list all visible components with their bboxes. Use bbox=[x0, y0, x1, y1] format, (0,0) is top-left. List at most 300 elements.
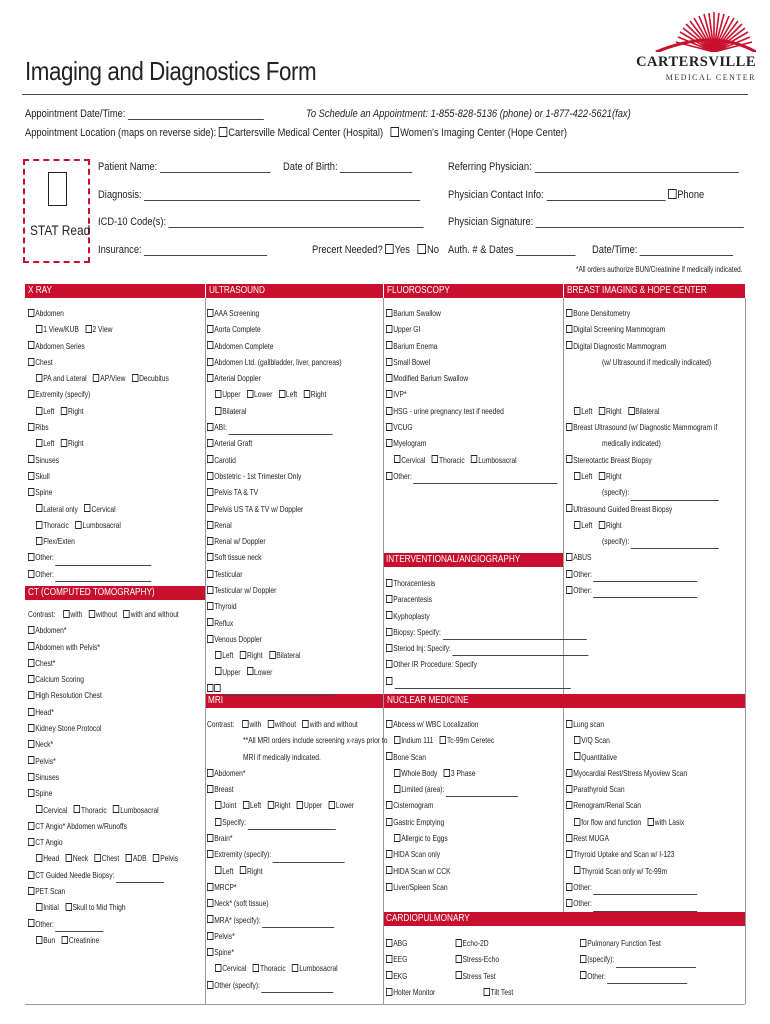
testicular-checkbox[interactable] bbox=[207, 570, 213, 578]
abi-label: ABI: bbox=[214, 422, 227, 433]
ekg-checkbox[interactable] bbox=[386, 971, 392, 979]
with-and-without-checkbox[interactable] bbox=[303, 720, 309, 728]
interv-row bbox=[386, 673, 770, 689]
vcug-checkbox[interactable] bbox=[386, 423, 392, 431]
pelvis-us-ta-tv-w-doppler-label: Pelvis US TA & TV w/ Doppler bbox=[214, 503, 304, 514]
limited-area-checkbox[interactable] bbox=[394, 785, 400, 793]
digital-diagnostic-mammogram-checkbox[interactable] bbox=[566, 341, 572, 349]
icd-codes: ICD-10 Code(s): bbox=[98, 216, 424, 228]
arterial-graft-label: Arterial Graft bbox=[214, 438, 253, 449]
abcess-w-wbc-localization-checkbox[interactable] bbox=[386, 720, 392, 728]
right-label: Right bbox=[310, 389, 327, 400]
neck-checkbox[interactable] bbox=[66, 854, 72, 862]
abdomen-checkbox[interactable] bbox=[28, 309, 34, 317]
mrcp-checkbox[interactable] bbox=[207, 883, 213, 891]
write-in-field[interactable] bbox=[55, 572, 151, 582]
calcium-scoring-label: Calcium Scoring bbox=[35, 674, 84, 685]
left-label: Left bbox=[43, 405, 55, 416]
right-checkbox[interactable] bbox=[61, 407, 67, 415]
write-in-field[interactable] bbox=[413, 474, 557, 484]
left-checkbox[interactable] bbox=[574, 521, 580, 529]
venous-doppler-checkbox[interactable] bbox=[207, 635, 213, 643]
3-phase-checkbox[interactable] bbox=[444, 769, 450, 777]
thoracentesis-checkbox[interactable] bbox=[386, 579, 392, 587]
chest-checkbox[interactable] bbox=[95, 854, 101, 862]
flex-exten-checkbox[interactable] bbox=[36, 537, 42, 545]
cervical-checkbox[interactable] bbox=[84, 504, 90, 512]
with-label: with bbox=[249, 719, 262, 729]
kyphoplasty-label: Kyphoplasty bbox=[393, 610, 430, 621]
date-of-birth-field[interactable] bbox=[340, 161, 412, 173]
creatinine-checkbox[interactable] bbox=[62, 936, 68, 944]
rest-muga-checkbox[interactable] bbox=[566, 834, 572, 842]
write-in-field[interactable] bbox=[273, 853, 345, 863]
aaa-screening-checkbox[interactable] bbox=[207, 309, 213, 317]
liver-spleen-scan-checkbox[interactable] bbox=[386, 883, 392, 891]
breast-row bbox=[566, 354, 770, 370]
ct-list bbox=[28, 606, 217, 948]
icd-codes-field[interactable] bbox=[169, 216, 424, 228]
extremity-specify-checkbox[interactable] bbox=[207, 850, 213, 858]
write-in-field[interactable] bbox=[593, 885, 697, 895]
precert-yes-checkbox[interactable] bbox=[385, 244, 394, 254]
arterial-graft-checkbox[interactable] bbox=[207, 439, 213, 447]
thoracic-checkbox[interactable] bbox=[74, 805, 80, 813]
lumbosacral-label: Lumbosacral bbox=[299, 963, 338, 974]
abg-label: ABG bbox=[393, 938, 408, 948]
other-specify-label: Other (specify): bbox=[214, 979, 260, 990]
sinuses-checkbox[interactable] bbox=[28, 455, 34, 463]
all-mri-orders-include-screening-x-rays-prior-to-label: **All MRI orders include screening x-rays prior to bbox=[243, 735, 388, 746]
head-label: Head* bbox=[35, 706, 54, 717]
abdomen-checkbox[interactable] bbox=[28, 626, 34, 634]
soft-tissue-neck-checkbox[interactable] bbox=[207, 553, 213, 561]
without-checkbox[interactable] bbox=[268, 720, 274, 728]
write-in-field[interactable] bbox=[607, 974, 687, 984]
blank-checkbox[interactable] bbox=[207, 684, 213, 692]
medically-indicated-label: medically indicated) bbox=[602, 438, 661, 449]
stereotactic-breast-biopsy-checkbox[interactable] bbox=[566, 455, 572, 463]
write-in-field[interactable] bbox=[228, 425, 332, 435]
bone-densitometry-checkbox[interactable] bbox=[566, 309, 572, 317]
header-fluoroscopy: FLUOROSCOPY bbox=[383, 284, 563, 298]
diagnosis-field[interactable] bbox=[144, 189, 420, 201]
tc-99m-ceretec-checkbox[interactable] bbox=[440, 736, 446, 744]
other-checkbox[interactable] bbox=[566, 570, 572, 578]
stat-read-checkbox[interactable] bbox=[48, 172, 67, 206]
ct-angio-label: CT Angio bbox=[35, 837, 63, 848]
for-flow-and-function-label: for flow and function bbox=[581, 816, 642, 827]
breast-row bbox=[566, 305, 770, 321]
v-q-scan-checkbox[interactable] bbox=[574, 736, 580, 744]
parathyroid-scan-checkbox[interactable] bbox=[566, 785, 572, 793]
with-checkbox[interactable] bbox=[63, 610, 69, 618]
bun-checkbox[interactable] bbox=[36, 936, 42, 944]
ap-view-checkbox[interactable] bbox=[93, 374, 99, 382]
physician-signature-field[interactable] bbox=[536, 216, 744, 228]
lateral-only-checkbox[interactable] bbox=[36, 504, 42, 512]
abdomen-ltd-gallbladder-liver-pancreas-label: Abdomen Ltd. (gallbladder, liver, pancreas) bbox=[214, 356, 342, 367]
gastric-emptying-label: Gastric Emptying bbox=[393, 816, 445, 827]
write-in-field[interactable] bbox=[55, 556, 151, 566]
small-bowel-checkbox[interactable] bbox=[386, 358, 392, 366]
liver-spleen-scan-label: Liver/Spleen Scan bbox=[393, 881, 448, 892]
indium-111-checkbox[interactable] bbox=[394, 736, 400, 744]
other-label: Other: bbox=[393, 470, 412, 481]
right-checkbox[interactable] bbox=[240, 866, 246, 874]
whole-body-checkbox[interactable] bbox=[394, 769, 400, 777]
left-checkbox[interactable] bbox=[215, 866, 221, 874]
write-in-field[interactable] bbox=[593, 572, 697, 582]
neck-soft-tissue-checkbox[interactable] bbox=[207, 899, 213, 907]
left-label: Left bbox=[581, 470, 593, 481]
with-checkbox[interactable] bbox=[242, 720, 248, 728]
right-label: Right bbox=[274, 800, 291, 811]
paracentesis-checkbox[interactable] bbox=[386, 595, 392, 603]
creatinine-label: Creatinine bbox=[68, 934, 100, 945]
testicular-w-doppler-checkbox[interactable] bbox=[207, 586, 213, 594]
pelvis-checkbox[interactable] bbox=[207, 932, 213, 940]
stat-read-label: STAT Read bbox=[30, 222, 91, 238]
specify-label: (specify): bbox=[602, 536, 630, 547]
pelvis-us-ta-tv-w-doppler-checkbox[interactable] bbox=[207, 504, 213, 512]
joint-label: Joint bbox=[222, 800, 237, 811]
right-checkbox[interactable] bbox=[240, 651, 246, 659]
obstetric-1st-trimester-only-checkbox[interactable] bbox=[207, 472, 213, 480]
abdomen-with-pelvis-label: Abdomen with Pelvis* bbox=[35, 641, 101, 652]
skull-checkbox[interactable] bbox=[28, 472, 34, 480]
echo-2d-label: Echo-2D bbox=[462, 938, 489, 948]
with-and-without-label: with and without bbox=[309, 719, 358, 729]
extremity-specify-label: Extremity (specify) bbox=[35, 389, 91, 400]
spine-label: Spine bbox=[35, 487, 53, 498]
upper-checkbox[interactable] bbox=[215, 390, 221, 398]
appointment-datetime-field[interactable] bbox=[128, 108, 264, 120]
write-in-field[interactable] bbox=[116, 873, 164, 883]
modified-barium-swallow-label: Modified Barium Swallow bbox=[393, 373, 469, 384]
lower-checkbox[interactable] bbox=[247, 390, 253, 398]
tilt-test-checkbox[interactable] bbox=[483, 988, 489, 996]
lateral-only-label: Lateral only bbox=[43, 503, 78, 514]
for-flow-and-function-checkbox[interactable] bbox=[574, 818, 580, 826]
echo-2d-checkbox[interactable] bbox=[455, 939, 461, 947]
abdomen-with-pelvis-checkbox[interactable] bbox=[28, 642, 34, 650]
cervical-checkbox[interactable] bbox=[36, 805, 42, 813]
write-in-field[interactable] bbox=[223, 686, 335, 696]
thoracic-checkbox[interactable] bbox=[253, 964, 259, 972]
abus-checkbox[interactable] bbox=[566, 553, 572, 561]
left-checkbox[interactable] bbox=[574, 407, 580, 415]
right-label: Right bbox=[67, 438, 84, 449]
blank-checkbox[interactable] bbox=[214, 684, 220, 692]
datetime-field[interactable] bbox=[640, 244, 734, 256]
aorta-complete-checkbox[interactable] bbox=[207, 325, 213, 333]
abi-checkbox[interactable] bbox=[207, 423, 213, 431]
right-checkbox[interactable] bbox=[303, 390, 309, 398]
other-checkbox[interactable] bbox=[566, 586, 572, 594]
auth-dates-field[interactable] bbox=[516, 244, 576, 256]
reflux-checkbox[interactable] bbox=[207, 618, 213, 626]
hsg-urine-pregnancy-test-if-needed-checkbox[interactable] bbox=[386, 407, 392, 415]
specify-checkbox[interactable] bbox=[580, 955, 586, 963]
holter-monitor-checkbox[interactable] bbox=[386, 988, 392, 996]
thyroid-scan-only-w-tc-99m-checkbox[interactable] bbox=[574, 866, 580, 874]
right-checkbox[interactable] bbox=[61, 439, 67, 447]
sinuses-checkbox[interactable] bbox=[28, 773, 34, 781]
right-checkbox[interactable] bbox=[599, 472, 605, 480]
allergic-to-eggs-checkbox[interactable] bbox=[394, 834, 400, 842]
chest-checkbox[interactable] bbox=[28, 358, 34, 366]
bilateral-checkbox[interactable] bbox=[628, 407, 634, 415]
left-checkbox[interactable] bbox=[215, 651, 221, 659]
ultrasound-guided-breast-biopsy-checkbox[interactable] bbox=[566, 504, 572, 512]
auth-dates: Auth. # & Dates bbox=[448, 244, 576, 256]
breast-row bbox=[566, 419, 770, 435]
ct-angio-checkbox[interactable] bbox=[28, 838, 34, 846]
abdomen-checkbox[interactable] bbox=[207, 769, 213, 777]
head-checkbox[interactable] bbox=[36, 854, 42, 862]
ct-guided-needle-biopsy-checkbox[interactable] bbox=[28, 871, 34, 879]
right-label: Right bbox=[246, 650, 263, 661]
header-ultrasound: ULTRASOUND bbox=[205, 284, 383, 298]
vcug-label: VCUG bbox=[393, 422, 413, 433]
kidney-stone-protocol-checkbox[interactable] bbox=[28, 724, 34, 732]
ivp-checkbox[interactable] bbox=[386, 390, 392, 398]
thoracic-checkbox[interactable] bbox=[432, 455, 438, 463]
renogram-renal-scan-checkbox[interactable] bbox=[566, 801, 572, 809]
pelvis-ta-tv-checkbox[interactable] bbox=[207, 488, 213, 496]
lumbosacral-checkbox[interactable] bbox=[292, 964, 298, 972]
nuclear2-row bbox=[566, 814, 770, 830]
other-checkbox[interactable] bbox=[28, 570, 34, 578]
renal-w-doppler-checkbox[interactable] bbox=[207, 537, 213, 545]
biopsy-specify-label: Biopsy: Specify: bbox=[393, 626, 441, 637]
decubitus-checkbox[interactable] bbox=[132, 374, 138, 382]
extremity-specify-checkbox[interactable] bbox=[28, 390, 34, 398]
write-in-field[interactable] bbox=[248, 820, 336, 830]
other-checkbox[interactable] bbox=[566, 883, 572, 891]
arterial-doppler-label: Arterial Doppler bbox=[214, 373, 261, 384]
1-view-kub-checkbox[interactable] bbox=[36, 325, 42, 333]
bilateral-checkbox[interactable] bbox=[269, 651, 275, 659]
ribs-checkbox[interactable] bbox=[28, 423, 34, 431]
other-checkbox[interactable] bbox=[28, 553, 34, 561]
lower-checkbox[interactable] bbox=[329, 801, 335, 809]
myelogram-checkbox[interactable] bbox=[386, 439, 392, 447]
thyroid-uptake-and-scan-w-i-123-checkbox[interactable] bbox=[566, 850, 572, 858]
thoracic-label: Thoracic bbox=[43, 519, 69, 530]
lumbosacral-checkbox[interactable] bbox=[471, 455, 477, 463]
modified-barium-swallow-checkbox[interactable] bbox=[386, 374, 392, 382]
chest-checkbox[interactable] bbox=[28, 659, 34, 667]
pelvis-checkbox[interactable] bbox=[153, 854, 159, 862]
biopsy-specify-checkbox[interactable] bbox=[386, 628, 392, 636]
write-in-field[interactable] bbox=[262, 918, 334, 928]
right-label: Right bbox=[605, 405, 622, 416]
location-hospital-checkbox[interactable] bbox=[219, 127, 228, 137]
write-in-field[interactable] bbox=[593, 588, 697, 598]
precert-no-checkbox[interactable] bbox=[418, 244, 427, 254]
specify-checkbox[interactable] bbox=[215, 818, 221, 826]
testicular-label: Testicular bbox=[214, 568, 243, 579]
abdomen-label: Abdomen* bbox=[214, 767, 246, 778]
cervical-checkbox[interactable] bbox=[394, 455, 400, 463]
mra-specify-checkbox[interactable] bbox=[207, 915, 213, 923]
write-in-field[interactable] bbox=[395, 679, 571, 689]
calcium-scoring-checkbox[interactable] bbox=[28, 675, 34, 683]
write-in-field[interactable] bbox=[442, 630, 586, 640]
breast-list bbox=[566, 305, 757, 598]
left-checkbox[interactable] bbox=[243, 801, 249, 809]
location-womens-checkbox[interactable] bbox=[391, 127, 400, 137]
abdomen-complete-checkbox[interactable] bbox=[207, 341, 213, 349]
bone-scan-checkbox[interactable] bbox=[386, 752, 392, 760]
lumbosacral-label: Lumbosacral bbox=[478, 454, 517, 465]
adb-checkbox[interactable] bbox=[126, 854, 132, 862]
initial-checkbox[interactable] bbox=[36, 903, 42, 911]
eeg-checkbox[interactable] bbox=[386, 955, 392, 963]
referring-physician: Referring Physician: bbox=[448, 161, 738, 173]
thoracic-label: Thoracic bbox=[81, 804, 107, 815]
referring-physician-field[interactable] bbox=[534, 161, 738, 173]
write-in-field[interactable] bbox=[453, 646, 589, 656]
abdomen-ltd-gallbladder-liver-pancreas-checkbox[interactable] bbox=[207, 358, 213, 366]
right-checkbox[interactable] bbox=[268, 801, 274, 809]
spine-checkbox[interactable] bbox=[207, 948, 213, 956]
stress-echo-checkbox[interactable] bbox=[455, 955, 461, 963]
other-ir-procedure-specify-checkbox[interactable] bbox=[386, 660, 392, 668]
with-lasix-checkbox[interactable] bbox=[648, 818, 654, 826]
header-breast: BREAST IMAGING & HOPE CENTER bbox=[563, 284, 745, 298]
write-in-field[interactable] bbox=[262, 983, 334, 993]
pa-and-lateral-checkbox[interactable] bbox=[36, 374, 42, 382]
other-label: Other: bbox=[573, 585, 592, 596]
left-checkbox[interactable] bbox=[36, 439, 42, 447]
initial-label: Initial bbox=[43, 902, 59, 913]
upper-checkbox[interactable] bbox=[215, 667, 221, 675]
physician-contact-field[interactable] bbox=[546, 189, 665, 201]
breast-checkbox[interactable] bbox=[207, 785, 213, 793]
other-checkbox[interactable] bbox=[566, 899, 572, 907]
lower-checkbox[interactable] bbox=[247, 667, 253, 675]
spine-checkbox[interactable] bbox=[28, 488, 34, 496]
write-in-field[interactable] bbox=[631, 539, 719, 549]
quantitative-checkbox[interactable] bbox=[574, 752, 580, 760]
write-in-field[interactable] bbox=[616, 958, 696, 968]
lumbosacral-checkbox[interactable] bbox=[75, 521, 81, 529]
logo-subtitle: MEDICAL CENTER bbox=[665, 73, 756, 82]
other-checkbox[interactable] bbox=[28, 919, 34, 927]
stress-test-label: Stress Test bbox=[462, 970, 496, 981]
carotid-checkbox[interactable] bbox=[207, 455, 213, 463]
other-checkbox[interactable] bbox=[386, 472, 392, 480]
left-checkbox[interactable] bbox=[36, 407, 42, 415]
gastric-emptying-checkbox[interactable] bbox=[386, 818, 392, 826]
breast-ultrasound-w-diagnostic-mammogram-if-checkbox[interactable] bbox=[566, 423, 572, 431]
right-checkbox[interactable] bbox=[599, 407, 605, 415]
pet-scan-checkbox[interactable] bbox=[28, 887, 34, 895]
thoracic-checkbox[interactable] bbox=[36, 521, 42, 529]
2-view-label: 2 View bbox=[92, 324, 113, 335]
renal-label: Renal bbox=[214, 519, 232, 530]
stress-test-checkbox[interactable] bbox=[455, 971, 461, 979]
cervical-checkbox[interactable] bbox=[215, 964, 221, 972]
other-specify-checkbox[interactable] bbox=[207, 981, 213, 989]
pulmonary-function-test-checkbox[interactable] bbox=[580, 939, 586, 947]
ct-angio-abdomen-w-runoffs-checkbox[interactable] bbox=[28, 822, 34, 830]
myocardial-rest-stress-myoview-scan-checkbox[interactable] bbox=[566, 769, 572, 777]
patient-name-field[interactable] bbox=[160, 161, 270, 173]
barium-swallow-checkbox[interactable] bbox=[386, 309, 392, 317]
arterial-doppler-checkbox[interactable] bbox=[207, 374, 213, 382]
write-in-field[interactable] bbox=[631, 491, 719, 501]
with-and-without-checkbox[interactable] bbox=[124, 610, 130, 618]
bilateral-checkbox[interactable] bbox=[215, 407, 221, 415]
without-checkbox[interactable] bbox=[89, 610, 95, 618]
high-resolution-chest-checkbox[interactable] bbox=[28, 691, 34, 699]
skull-to-mid-thigh-checkbox[interactable] bbox=[65, 903, 71, 911]
spine-checkbox[interactable] bbox=[28, 789, 34, 797]
digital-screening-mammogram-checkbox[interactable] bbox=[566, 325, 572, 333]
kyphoplasty-checkbox[interactable] bbox=[386, 611, 392, 619]
abdomen-complete-label: Abdomen Complete bbox=[214, 340, 274, 351]
lung-scan-checkbox[interactable] bbox=[566, 720, 572, 728]
obstetric-1st-trimester-only-label: Obstetric - 1st Trimester Only bbox=[214, 470, 302, 481]
hida-scan-only-checkbox[interactable] bbox=[386, 850, 392, 858]
phone-checkbox[interactable] bbox=[668, 189, 677, 199]
abg-checkbox[interactable] bbox=[386, 939, 392, 947]
logo-name: CARTERSVILLE bbox=[636, 54, 756, 70]
cervical-label: Cervical bbox=[222, 963, 247, 974]
reflux-label: Reflux bbox=[214, 617, 234, 628]
blank-checkbox[interactable] bbox=[386, 677, 392, 685]
insurance-field[interactable] bbox=[144, 244, 267, 256]
renal-checkbox[interactable] bbox=[207, 521, 213, 529]
lower-label: Lower bbox=[254, 389, 273, 400]
upper-gi-checkbox[interactable] bbox=[386, 325, 392, 333]
ct-guided-needle-biopsy-label: CT Guided Needle Biopsy: bbox=[35, 869, 115, 880]
lower-label: Lower bbox=[254, 666, 273, 677]
brain-checkbox[interactable] bbox=[207, 834, 213, 842]
pelvis-checkbox[interactable] bbox=[28, 756, 34, 764]
head-checkbox[interactable] bbox=[28, 708, 34, 716]
barium-enema-checkbox[interactable] bbox=[386, 341, 392, 349]
left-label: Left bbox=[222, 650, 234, 661]
cardio-list-2 bbox=[572, 935, 727, 984]
neck-checkbox[interactable] bbox=[28, 740, 34, 748]
other-checkbox[interactable] bbox=[580, 971, 586, 979]
hida-scan-w-cck-checkbox[interactable] bbox=[386, 866, 392, 874]
thoracic-label: Thoracic bbox=[439, 454, 465, 465]
joint-checkbox[interactable] bbox=[215, 801, 221, 809]
write-in-field[interactable] bbox=[446, 787, 518, 797]
lumbosacral-checkbox[interactable] bbox=[113, 805, 119, 813]
thyroid-checkbox[interactable] bbox=[207, 602, 213, 610]
write-in-field[interactable] bbox=[593, 902, 697, 912]
left-label: Left bbox=[249, 800, 262, 811]
steriod-inj-specify-checkbox[interactable] bbox=[386, 644, 392, 652]
venous-doppler-label: Venous Doppler bbox=[214, 633, 262, 644]
abdomen-series-checkbox[interactable] bbox=[28, 341, 34, 349]
left-checkbox[interactable] bbox=[279, 390, 285, 398]
stereotactic-breast-biopsy-label: Stereotactic Breast Biopsy bbox=[573, 454, 652, 465]
2-view-checkbox[interactable] bbox=[85, 325, 91, 333]
cisternogram-checkbox[interactable] bbox=[386, 801, 392, 809]
upper-checkbox[interactable] bbox=[297, 801, 303, 809]
right-checkbox[interactable] bbox=[599, 521, 605, 529]
left-checkbox[interactable] bbox=[574, 472, 580, 480]
write-in-field[interactable] bbox=[55, 922, 103, 932]
